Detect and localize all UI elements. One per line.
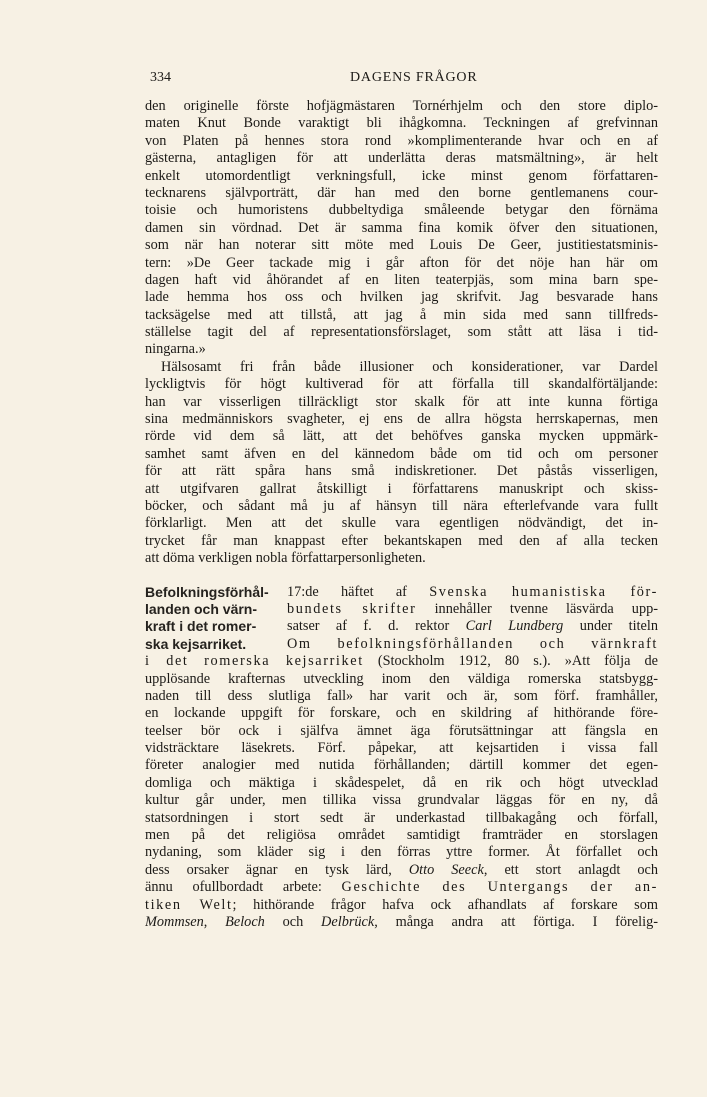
sidehead-line: kraft i det romer- xyxy=(145,618,257,635)
text-line: damen sin vördnad. Det är samma fina komik öfver den situationen, xyxy=(145,219,658,236)
text-line: i det romerska kejsarriket (Stockholm 1912, 80 s.). »Att följa de xyxy=(145,653,658,670)
text-line: kultur går under, men tillika vissa grundvalar läggas för en ny, då xyxy=(145,792,658,809)
text-line: lyckligtvis för högt kultiverad för att förfalla till skandalförtäljande: xyxy=(145,376,658,393)
text-line: dess orsaker ägnar en tysk lärd, Otto Seeck, ett stort anlagdt och xyxy=(145,861,658,878)
text-line: tiken Welt; hithörande frågor hafva ock afhandlats af forskare som xyxy=(145,896,658,913)
text-line: ställelse tagit del af representationsförslaget, som stått att läsa i tid- xyxy=(145,324,658,341)
text-line: gästerna, antagligen för att underlätta deras matsmältning», är helt xyxy=(145,150,658,167)
text-line: Mommsen, Beloch och Delbrück, många andra att förtiga. I förelig- xyxy=(145,913,658,930)
text-line: tern: »De Geer tackade mig i går afton för det nöje han här om xyxy=(145,254,658,271)
text-line: teelser bör ock i själfva ämnet äga förutsättningar att fängsla en xyxy=(145,722,658,739)
running-title: DAGENS FRÅGOR xyxy=(350,70,478,85)
sidehead-line: ska kejsarriket. xyxy=(145,635,247,652)
section-sidehead xyxy=(145,584,285,654)
text-line: sina medmänniskors svagheter, ej ens de allra högsta herrskapernas, men xyxy=(145,411,658,428)
text-line: en lockande uppgift för forskare, och en skildring af hithörande före- xyxy=(145,705,658,722)
paragraph-1 xyxy=(145,98,658,359)
section-lines xyxy=(145,671,658,862)
text-line: han var visserligen tillräckligt stor skalk för att inte kunna förtiga xyxy=(145,393,658,410)
text-line: von Platen på hennes stora rond »komplimenterande hvar och en af xyxy=(145,132,658,149)
text-line: den originelle förste hofjägmästaren Tornérhjelm och den store diplo- xyxy=(145,98,658,114)
text-line: att döma verkligen nobla författarpersonligheten. xyxy=(145,550,426,567)
text-line: för att rätt spåra hans små indiskretioner. Det påstås visserligen, xyxy=(145,463,658,480)
text-line: som när han noterar sitt möte med Louis De Geer, justitiestatsminis- xyxy=(145,237,658,254)
text-line: bundets skrifter innehåller tvenne läsvärda upp- xyxy=(287,600,658,617)
text-line: Om befolkningsförhållanden och värnkraft xyxy=(287,635,658,652)
text-line: domliga och mäktiga i skådespelet, då en rik och högt utvecklad xyxy=(145,774,658,791)
text-line: dagen haft vid åhörandet af en liten teaterpjäs, som mina barn spe- xyxy=(145,271,658,288)
text-line: trycket får man knappast efter bekantskapen med den af alla tecken xyxy=(145,532,658,549)
page-header xyxy=(150,70,670,90)
text-line: rörde vid dem så lätt, att det behöfves ganska mycken uppmärk- xyxy=(145,428,658,445)
text-line: företer analogier med nutida förhållanden; därtill kommer det egen- xyxy=(145,757,658,774)
text-line: tecknarens självporträtt, där han med den borne gentlemanens cour- xyxy=(145,184,658,201)
text-line: maten Knut Bonde varaktigt bli ihågkomna. Teckningen af grefvinnan xyxy=(145,115,658,132)
page-number: 334 xyxy=(150,70,171,85)
text-line: samhet samt äfven en del kännedom både om tid och om personer xyxy=(145,445,658,462)
text-line: förklarligt. Men att det skulle vara egentligen nödvändigt, det in- xyxy=(145,515,658,532)
text-line: satser af f. d. rektor Carl Lundberg under titeln xyxy=(287,618,658,635)
text-line: Hälsosamt fri från både illusioner och konsiderationer, var Dardel xyxy=(161,358,658,375)
text-line: men på det religiösa området samtidigt framträder en storslagen xyxy=(145,827,658,844)
text-line: ännu ofullbordadt arbete: Geschichte des Untergangs der an- xyxy=(145,879,658,896)
paragraph-2 xyxy=(145,359,658,568)
text-line: statsordningen i stort sedt är underkastad tillbakagång och förfall, xyxy=(145,809,658,826)
text-line: enkelt utomordentligt verkningsfull, icke minst genom författaren- xyxy=(145,167,658,184)
text-line: lade hemma hos oss och hvilken jag skrifvit. Jag besvarade hans xyxy=(145,289,658,306)
section-population xyxy=(145,584,658,932)
text-line: 17:de häftet af Svenska humanistiska för- xyxy=(287,583,658,600)
text-line: böcker, och sådant må ju af hänsyn till nära efterlefvande vara fullt xyxy=(145,497,658,514)
text-line: nydaning, som kläder sig i den förras yttre former. Åt förfallet och xyxy=(145,844,658,861)
text-line: naden till dess slutliga fall» har varit och är, som förf. framhåller, xyxy=(145,687,658,704)
sidehead-line: Befolkningsförhål- xyxy=(145,583,269,600)
text-line: att utgifvaren gallrat åtskilligt i författarens manuskript och skiss- xyxy=(145,480,658,497)
text-line: toisie och humoristens dubbeltydiga småleende betygar den förnäma xyxy=(145,202,658,219)
sidehead-line: landen och värn- xyxy=(145,600,258,617)
body-text xyxy=(145,98,658,931)
text-line: upplösande krafternas utveckling inom den väldiga romerska statsbygg- xyxy=(145,670,658,687)
text-line: tacksägelse med att tillstå, att jag å min sida med sann tillfreds- xyxy=(145,306,658,323)
text-line: vidsträcktare läsekrets. Förf. påpekar, att kejsartiden i vissa fall xyxy=(145,740,658,757)
text-line: ningarna.» xyxy=(145,341,206,358)
